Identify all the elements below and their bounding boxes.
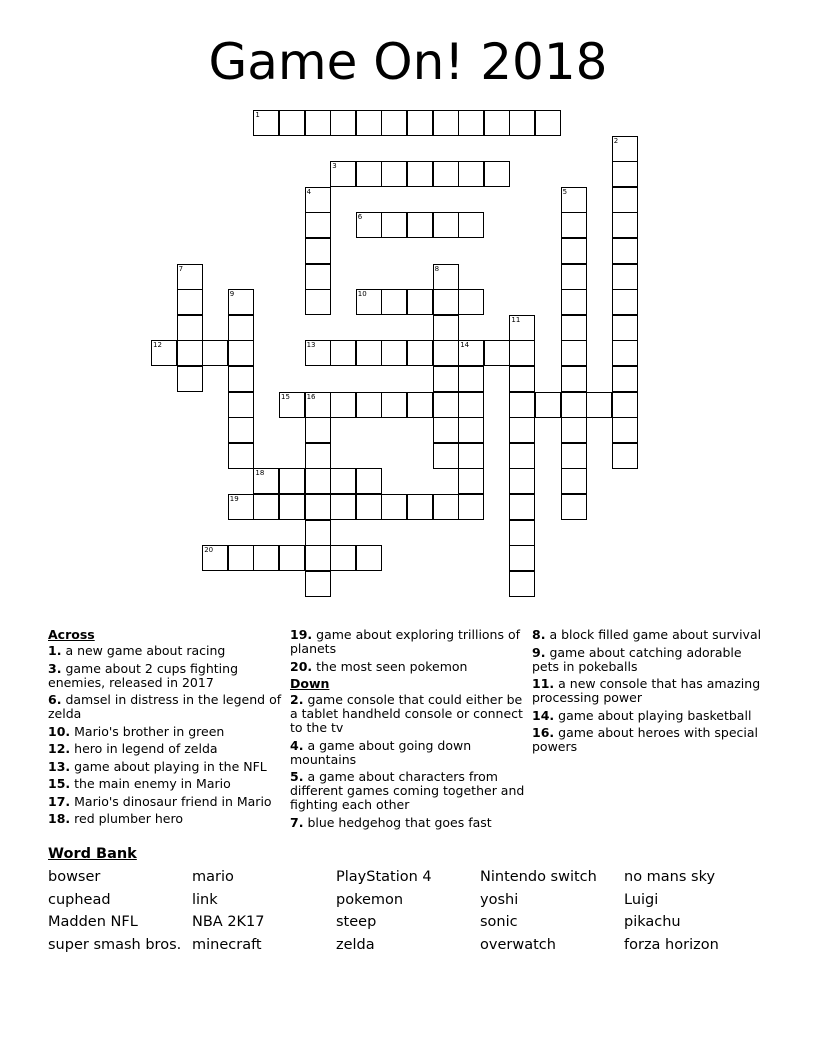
clue-number: 7.	[290, 814, 304, 830]
grid-cell[interactable]	[330, 545, 356, 571]
across-clue	[48, 742, 284, 756]
grid-cell[interactable]	[381, 340, 407, 366]
across-clue	[48, 795, 284, 809]
grid-cell[interactable]	[484, 161, 510, 187]
cell-number: 11	[511, 315, 521, 324]
word-bank-word: bowser	[48, 869, 101, 885]
clue-column-1	[48, 628, 284, 830]
grid-cell[interactable]	[305, 264, 331, 290]
grid-cell[interactable]	[228, 315, 254, 341]
grid-cell[interactable]	[279, 468, 305, 494]
clue-text: a block filled game about survival	[549, 627, 762, 642]
grid-cell[interactable]	[433, 161, 459, 187]
grid-cell[interactable]	[407, 161, 433, 187]
cell-number: 10	[357, 290, 367, 299]
grid-cell[interactable]	[356, 494, 382, 520]
grid-cell[interactable]	[509, 545, 535, 571]
clue-number: 1.	[48, 643, 62, 658]
grid-cell[interactable]	[509, 443, 535, 469]
grid-cell[interactable]	[433, 110, 459, 136]
across-clue	[290, 660, 526, 674]
cell-number: 5	[562, 187, 568, 196]
clue-number: 12.	[48, 741, 71, 756]
clue-number: 13.	[48, 758, 71, 774]
grid-cell[interactable]	[356, 545, 382, 571]
cell-number: 6	[357, 213, 363, 222]
grid-cell[interactable]	[305, 417, 331, 443]
word-bank-word: cuphead	[48, 892, 111, 908]
grid-cell[interactable]	[305, 571, 331, 597]
grid-cell[interactable]	[305, 443, 331, 469]
grid-cell[interactable]	[458, 110, 484, 136]
grid-cell[interactable]	[458, 392, 484, 418]
grid-cell[interactable]	[253, 468, 279, 494]
grid-cell[interactable]	[356, 161, 382, 187]
grid-cell[interactable]	[484, 110, 510, 136]
clue-text: game about catching adorable pets in pokeballs	[532, 644, 742, 674]
across-clue	[48, 662, 284, 690]
grid-cell[interactable]	[509, 110, 535, 136]
clue-number: 9.	[532, 644, 546, 660]
grid-cell[interactable]	[612, 315, 638, 341]
grid-cell[interactable]	[458, 494, 484, 520]
grid-cell[interactable]	[612, 417, 638, 443]
grid-cell[interactable]	[561, 468, 587, 494]
across-heading: Across	[48, 627, 95, 642]
grid-cell[interactable]	[509, 417, 535, 443]
clue-number: 5.	[290, 769, 304, 784]
grid-cell[interactable]	[458, 468, 484, 494]
cell-number: 18	[255, 469, 265, 478]
clue-text: the main enemy in Mario	[74, 776, 231, 791]
grid-cell[interactable]	[381, 212, 407, 238]
grid-cell[interactable]	[356, 468, 382, 494]
grid-cell[interactable]	[279, 494, 305, 520]
grid-cell[interactable]	[509, 571, 535, 597]
grid-cell[interactable]	[612, 238, 638, 264]
word-bank-word: super smash bros.	[48, 937, 182, 953]
word-bank-word: no mans sky	[624, 869, 716, 885]
down-clue	[532, 709, 768, 723]
grid-cell[interactable]	[381, 161, 407, 187]
grid-cell[interactable]	[612, 340, 638, 366]
clue-number: 16.	[532, 725, 555, 740]
word-bank-word: steep	[336, 914, 377, 930]
grid-cell[interactable]	[356, 212, 382, 238]
grid-cell[interactable]	[356, 289, 382, 315]
grid-cell[interactable]	[330, 494, 356, 520]
across-clue	[48, 644, 284, 658]
grid-cell[interactable]	[561, 417, 587, 443]
grid-cell[interactable]	[279, 545, 305, 571]
grid-cell[interactable]	[305, 392, 331, 418]
clue-text: a game about going down mountains	[290, 737, 472, 767]
across-clue	[48, 812, 284, 826]
grid-cell[interactable]	[407, 494, 433, 520]
clue-number: 18.	[48, 811, 71, 826]
grid-cell[interactable]	[561, 315, 587, 341]
grid-cell[interactable]	[612, 136, 638, 162]
cell-number: 8	[434, 264, 440, 273]
grid-cell[interactable]	[612, 187, 638, 213]
grid-cell[interactable]	[433, 340, 459, 366]
across-clue	[48, 693, 284, 721]
grid-cell[interactable]	[458, 340, 484, 366]
grid-cell[interactable]	[253, 494, 279, 520]
grid-cell[interactable]	[458, 366, 484, 392]
clue-number: 20.	[290, 658, 313, 674]
clue-number: 10.	[48, 723, 71, 739]
grid-cell[interactable]	[561, 289, 587, 315]
grid-cell[interactable]	[228, 443, 254, 469]
clue-text: red plumber hero	[74, 811, 183, 826]
grid-cell[interactable]	[458, 161, 484, 187]
clue-number: 17.	[48, 793, 71, 809]
down-clue	[532, 677, 768, 705]
grid-cell[interactable]	[305, 545, 331, 571]
clue-text: game about playing in the NFL	[74, 758, 267, 774]
cell-number: 12	[153, 341, 162, 350]
down-clue	[532, 726, 768, 754]
clue-number: 3.	[48, 660, 62, 676]
grid-cell[interactable]	[586, 392, 612, 418]
grid-cell[interactable]	[305, 340, 331, 366]
grid-cell[interactable]	[509, 315, 535, 341]
grid-cell[interactable]	[407, 110, 433, 136]
grid-cell[interactable]	[228, 417, 254, 443]
clue-number: 15.	[48, 776, 71, 791]
grid-cell[interactable]	[433, 417, 459, 443]
grid-cell[interactable]	[228, 545, 254, 571]
page-title: Game On! 2018	[208, 33, 608, 91]
clue-text: game about 2 cups fighting enemies, released in 2017	[48, 660, 239, 690]
grid-cell[interactable]	[561, 494, 587, 520]
grid-cell[interactable]	[433, 212, 459, 238]
grid-cell[interactable]	[561, 366, 587, 392]
cell-number: 16	[306, 392, 316, 401]
grid-cell[interactable]	[458, 417, 484, 443]
grid-cell[interactable]	[151, 340, 177, 366]
grid-cell[interactable]	[433, 315, 459, 341]
grid-cell[interactable]	[433, 443, 459, 469]
grid-cell[interactable]	[177, 366, 203, 392]
grid-cell[interactable]	[253, 545, 279, 571]
grid-cell[interactable]	[356, 340, 382, 366]
cell-number: 7	[178, 264, 184, 273]
cell-number: 20	[204, 546, 214, 555]
clue-text: Mario's brother in green	[74, 723, 225, 739]
cell-number: 13	[306, 341, 316, 350]
clue-number: 8.	[532, 627, 546, 642]
cell-number: 2	[613, 136, 619, 145]
word-bank-word: pokemon	[336, 892, 404, 908]
word-bank-word: zelda	[336, 937, 375, 953]
clue-number: 2.	[290, 692, 304, 707]
grid-cell[interactable]	[612, 289, 638, 315]
grid-cell[interactable]	[561, 392, 587, 418]
word-bank-word: overwatch	[480, 937, 556, 953]
down-clue	[290, 693, 526, 735]
grid-cell[interactable]	[407, 392, 433, 418]
clue-text: game console that could either be a tablet handheld console or connect to the tv	[290, 692, 523, 735]
grid-cell[interactable]	[381, 110, 407, 136]
grid-cell[interactable]	[356, 110, 382, 136]
clue-text: blue hedgehog that goes fast	[307, 814, 492, 830]
grid-cell[interactable]	[612, 161, 638, 187]
cell-number: 4	[306, 187, 312, 196]
grid-cell[interactable]	[305, 494, 331, 520]
clue-text: Mario's dinosaur friend in Mario	[74, 793, 272, 809]
word-bank-heading: Word Bank	[48, 846, 137, 862]
word-bank-word: Madden NFL	[48, 914, 138, 930]
grid-cell[interactable]	[177, 264, 203, 290]
word-bank-word: forza horizon	[624, 937, 719, 953]
grid-cell[interactable]	[561, 187, 587, 213]
grid-cell[interactable]	[433, 366, 459, 392]
grid-cell[interactable]	[330, 110, 356, 136]
down-clue	[532, 628, 768, 642]
grid-cell[interactable]	[228, 289, 254, 315]
word-bank-word: NBA 2K17	[192, 914, 265, 930]
clue-column-2	[290, 628, 526, 833]
grid-cell[interactable]	[509, 366, 535, 392]
grid-cell[interactable]	[253, 110, 279, 136]
grid-cell[interactable]	[381, 494, 407, 520]
clue-number: 6.	[48, 692, 62, 707]
grid-cell[interactable]	[509, 340, 535, 366]
grid-cell[interactable]	[279, 110, 305, 136]
grid-cell[interactable]	[509, 392, 535, 418]
grid-cell[interactable]	[305, 110, 331, 136]
cell-number: 19	[229, 495, 239, 503]
grid-cell[interactable]	[305, 187, 331, 213]
grid-cell[interactable]	[509, 520, 535, 546]
word-bank-word: Luigi	[624, 892, 659, 908]
grid-cell[interactable]	[458, 212, 484, 238]
grid-cell[interactable]	[330, 392, 356, 418]
grid-cell[interactable]	[612, 392, 638, 418]
grid-cell[interactable]	[407, 340, 433, 366]
grid-cell[interactable]	[305, 212, 331, 238]
grid-cell[interactable]	[535, 110, 561, 136]
grid-cell[interactable]	[612, 212, 638, 238]
clue-text: game about exploring trillions of planets	[290, 627, 521, 656]
cell-number: 1	[255, 111, 260, 119]
word-bank-word: mario	[192, 869, 234, 885]
grid-cell[interactable]	[433, 392, 459, 418]
grid-cell[interactable]	[177, 340, 203, 366]
grid-cell[interactable]	[177, 289, 203, 315]
clue-number: 11.	[532, 676, 555, 691]
cell-number: 14	[460, 341, 470, 350]
down-clue	[290, 739, 526, 767]
grid-cell[interactable]	[612, 366, 638, 392]
word-bank-word: minecraft	[192, 937, 262, 953]
word-bank-word: yoshi	[480, 892, 519, 908]
cell-number: 3	[332, 162, 337, 171]
grid-cell[interactable]	[381, 289, 407, 315]
clue-text: a new console that has amazing processing power	[532, 676, 761, 705]
grid-cell[interactable]	[407, 212, 433, 238]
down-clue	[290, 816, 526, 830]
clue-text: damsel in distress in the legend of zelda	[48, 692, 282, 721]
grid-cell[interactable]	[561, 443, 587, 469]
cell-number: 15	[281, 392, 290, 401]
grid-cell[interactable]	[407, 289, 433, 315]
grid-cell[interactable]	[433, 264, 459, 290]
grid-cell[interactable]	[458, 289, 484, 315]
word-bank-word: Nintendo switch	[480, 869, 597, 885]
grid-cell[interactable]	[509, 494, 535, 520]
clue-text: game about playing basketball	[558, 707, 752, 723]
grid-cell[interactable]	[330, 340, 356, 366]
across-clue	[48, 725, 284, 739]
clue-text: a game about characters from different games coming together and fighting each other	[290, 769, 525, 812]
grid-cell[interactable]	[612, 443, 638, 469]
grid-cell[interactable]	[202, 340, 228, 366]
grid-cell[interactable]	[458, 443, 484, 469]
grid-cell[interactable]	[330, 161, 356, 187]
grid-cell[interactable]	[305, 238, 331, 264]
down-heading: Down	[290, 676, 330, 691]
grid-cell[interactable]	[228, 340, 254, 366]
clue-number: 14.	[532, 707, 555, 723]
grid-cell[interactable]	[561, 264, 587, 290]
word-bank-word: link	[192, 892, 218, 908]
grid-cell[interactable]	[484, 340, 510, 366]
cell-number: 9	[229, 290, 235, 299]
clue-number: 4.	[290, 737, 304, 753]
grid-cell[interactable]	[612, 264, 638, 290]
clue-column-3	[532, 628, 768, 758]
grid-cell[interactable]	[228, 366, 254, 392]
grid-cell[interactable]	[509, 468, 535, 494]
across-clue	[48, 760, 284, 774]
clue-text: a new game about racing	[65, 643, 226, 658]
word-bank-word: pikachu	[624, 914, 681, 930]
grid-cell[interactable]	[381, 392, 407, 418]
grid-cell[interactable]	[228, 494, 254, 520]
clue-number: 19.	[290, 627, 313, 642]
grid-cell[interactable]	[561, 212, 587, 238]
grid-cell[interactable]	[177, 315, 203, 341]
grid-cell[interactable]	[356, 392, 382, 418]
grid-cell[interactable]	[228, 392, 254, 418]
grid-cell[interactable]	[433, 289, 459, 315]
grid-cell[interactable]	[202, 545, 228, 571]
grid-cell[interactable]	[330, 468, 356, 494]
grid-cell[interactable]	[561, 238, 587, 264]
across-clue	[290, 628, 526, 656]
grid-cell[interactable]	[535, 392, 561, 418]
grid-cell[interactable]	[305, 520, 331, 546]
grid-cell[interactable]	[561, 340, 587, 366]
grid-cell[interactable]	[433, 494, 459, 520]
grid-cell[interactable]	[305, 289, 331, 315]
clue-text: the most seen pokemon	[316, 658, 468, 674]
across-clue	[48, 777, 284, 791]
word-bank-word: PlayStation 4	[336, 869, 432, 885]
grid-cell[interactable]	[305, 468, 331, 494]
clue-text: game about heroes with special powers	[532, 725, 759, 754]
down-clue	[532, 646, 768, 674]
word-bank-word: sonic	[480, 914, 518, 930]
down-clue	[290, 770, 526, 812]
clue-text: hero in legend of zelda	[74, 741, 218, 756]
grid-cell[interactable]	[279, 392, 305, 418]
